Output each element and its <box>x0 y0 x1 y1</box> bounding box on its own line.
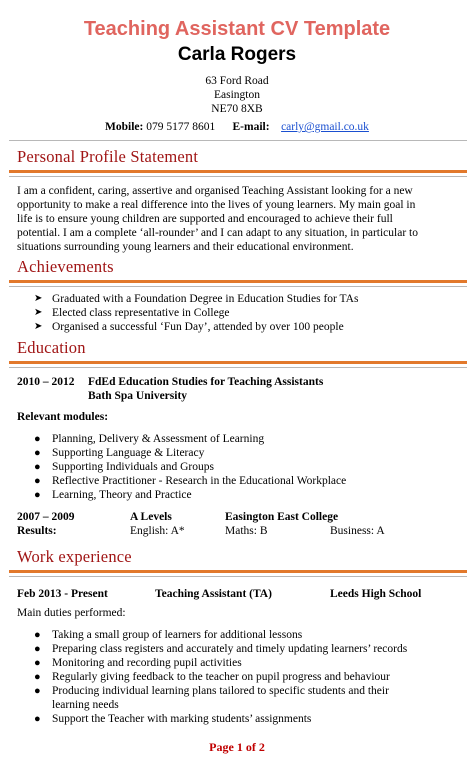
profile-line-4: potential. I am a complete ‘all-rounder’ and I can adapt to any situation, in particular to <box>17 227 418 239</box>
education-rule <box>9 361 467 364</box>
arrow-bullet-icon: ➤ <box>34 293 43 304</box>
profile-rule <box>9 170 467 173</box>
work-dates: Feb 2013 - Present <box>17 588 108 600</box>
alevel-institution: Easington East College <box>225 511 339 523</box>
result-business: Business: A <box>330 525 385 537</box>
degree-institution: Bath Spa University <box>88 390 188 402</box>
bullet-icon: ● <box>34 433 41 445</box>
mobile-number: 079 5177 8601 <box>146 121 216 133</box>
degree-title: FdEd Education Studies for Teaching Assistants <box>88 376 324 388</box>
bullet-icon: ● <box>34 447 41 459</box>
bullet-icon: ● <box>34 713 41 725</box>
bullet-icon: ● <box>34 657 41 669</box>
result-english: English: A* <box>130 525 185 537</box>
profile-line-5: situations surrounding young learners and their educational environment. <box>17 241 354 253</box>
education-rule-thin <box>9 367 467 368</box>
work-rule <box>9 570 467 573</box>
bullet-icon: ● <box>34 461 41 473</box>
bullet-icon: ● <box>34 475 41 487</box>
work-rule-thin <box>9 576 467 577</box>
results-label: Results: <box>17 525 57 537</box>
bullet-icon: ● <box>34 629 41 641</box>
achievements-rule <box>9 280 467 283</box>
bullet-icon: ● <box>34 671 41 683</box>
page-title: Teaching Assistant CV Template <box>83 18 391 40</box>
address-line-2: Easington <box>214 89 260 101</box>
bullet-icon: ● <box>34 643 41 655</box>
work-employer: Leeds High School <box>330 588 422 600</box>
candidate-name: Carla Rogers <box>177 44 297 65</box>
page-number: Page 1 of 2 <box>209 740 265 754</box>
arrow-bullet-icon: ➤ <box>34 321 43 332</box>
alevel-years: 2007 – 2009 <box>17 511 75 523</box>
arrow-bullet-icon: ➤ <box>34 307 43 318</box>
address-line-1: 63 Ford Road <box>205 75 269 87</box>
achievements-rule-thin <box>9 286 467 287</box>
email-label: E-mail: <box>232 121 270 133</box>
achievements-heading: Achievements <box>17 257 114 276</box>
modules-label: Relevant modules: <box>17 411 109 423</box>
address-line-3: NE70 8XB <box>211 103 263 115</box>
mobile-label: Mobile: <box>105 121 144 133</box>
profile-line-3: life is to ensure young children are supported and encouraged to achieve their full <box>17 213 393 225</box>
bullet-icon: ● <box>34 685 41 697</box>
profile-rule-thin <box>9 176 467 177</box>
alevel-title: A Levels <box>130 511 172 523</box>
bullet-icon: ● <box>34 489 41 501</box>
work-role: Teaching Assistant (TA) <box>155 588 272 600</box>
profile-line-2: opportunity to make a real difference into the lives of young learners. My main goal in <box>17 199 416 211</box>
email-link[interactable]: carly@gmail.co.uk <box>281 121 369 133</box>
result-maths: Maths: B <box>225 525 268 537</box>
work-heading: Work experience <box>17 547 132 566</box>
degree-years: 2010 – 2012 <box>17 376 75 388</box>
profile-heading: Personal Profile Statement <box>17 147 199 166</box>
education-heading: Education <box>17 338 86 357</box>
profile-line-1: I am a confident, caring, assertive and organised Teaching Assistant looking for a new <box>17 185 413 197</box>
contact-line <box>0 121 474 133</box>
header-divider <box>9 140 467 141</box>
duties-label: Main duties performed: <box>17 607 126 619</box>
